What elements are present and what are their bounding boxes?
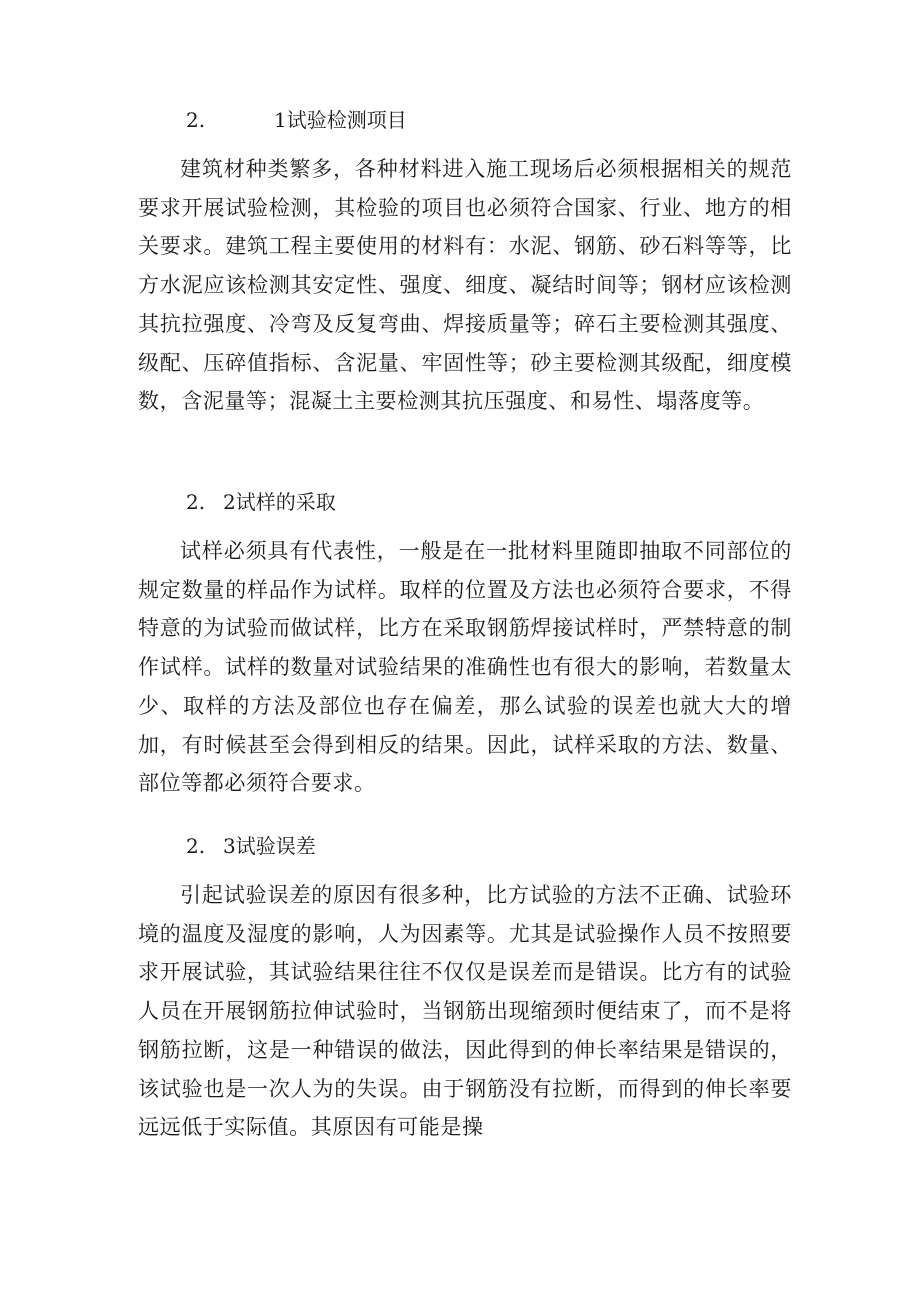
section-title: 2试样的采取 (223, 490, 336, 514)
section-heading-2-3 (186, 834, 316, 858)
section-number: 2. (186, 108, 206, 132)
section-paragraph-2-2: 试样必须具有代表性，一般是在一批材料里随即抽取不同部位的规定数量的样品作为试样。取样的位置及方法也必须符合要求，不得特意的为试验而做试样，比方在采取钢筋焊接试样时，严禁特意的制作试样。试样的数量对试验结果的准确性也有很大的影响，若数量太少、取样的方法及部位也存在偏差，那么试验的误差也就大大的增加，有时候甚至会得到相反的结果。因此，试样采取的方法、数量、部位等都必须符合要求。 (138, 539, 792, 796)
section-number: 2. (186, 490, 206, 514)
section-title: 1试验检测项目 (274, 108, 407, 132)
section-heading-2-2 (186, 490, 336, 514)
section-heading-2-1 (186, 108, 407, 132)
section-paragraph-2-1: 建筑材种类繁多，各种材料进入施工现场后必须根据相关的规范要求开展试验检测，其检验的项目也必须符合国家、行业、地方的相关要求。建筑工程主要使用的材料有：水泥、钢筋、砂石料等等，比方水泥应该检测其安定性、强度、细度、凝结时间等；钢材应该检测其抗拉强度、冷弯及反复弯曲、焊接质量等；碎石主要检测其强度、级配、压碎值指标、含泥量、牢固性等；砂主要检测其级配，细度模数，含泥量等；混凝土主要检测其抗压强度、和易性、塌落度等。 (138, 157, 792, 414)
section-title: 3试验误差 (223, 834, 316, 858)
section-paragraph-2-3: 引起试验误差的原因有很多种，比方试验的方法不正确、试验环境的温度及湿度的影响，人为因素等。尤其是试验操作人员不按照要求开展试验，其试验结果往往不仅仅是误差而是错误。比方有的试验人员在开展钢筋拉伸试验时，当钢筋出现缩颈时便结束了，而不是将钢筋拉断，这是一种错误的做法，因此得到的伸长率结果是错误的，该试验也是一次人为的失误。由于钢筋没有拉断，而得到的伸长率要远远低于实际值。其原因有可能是操 (138, 883, 792, 1140)
section-number: 2. (186, 834, 206, 858)
